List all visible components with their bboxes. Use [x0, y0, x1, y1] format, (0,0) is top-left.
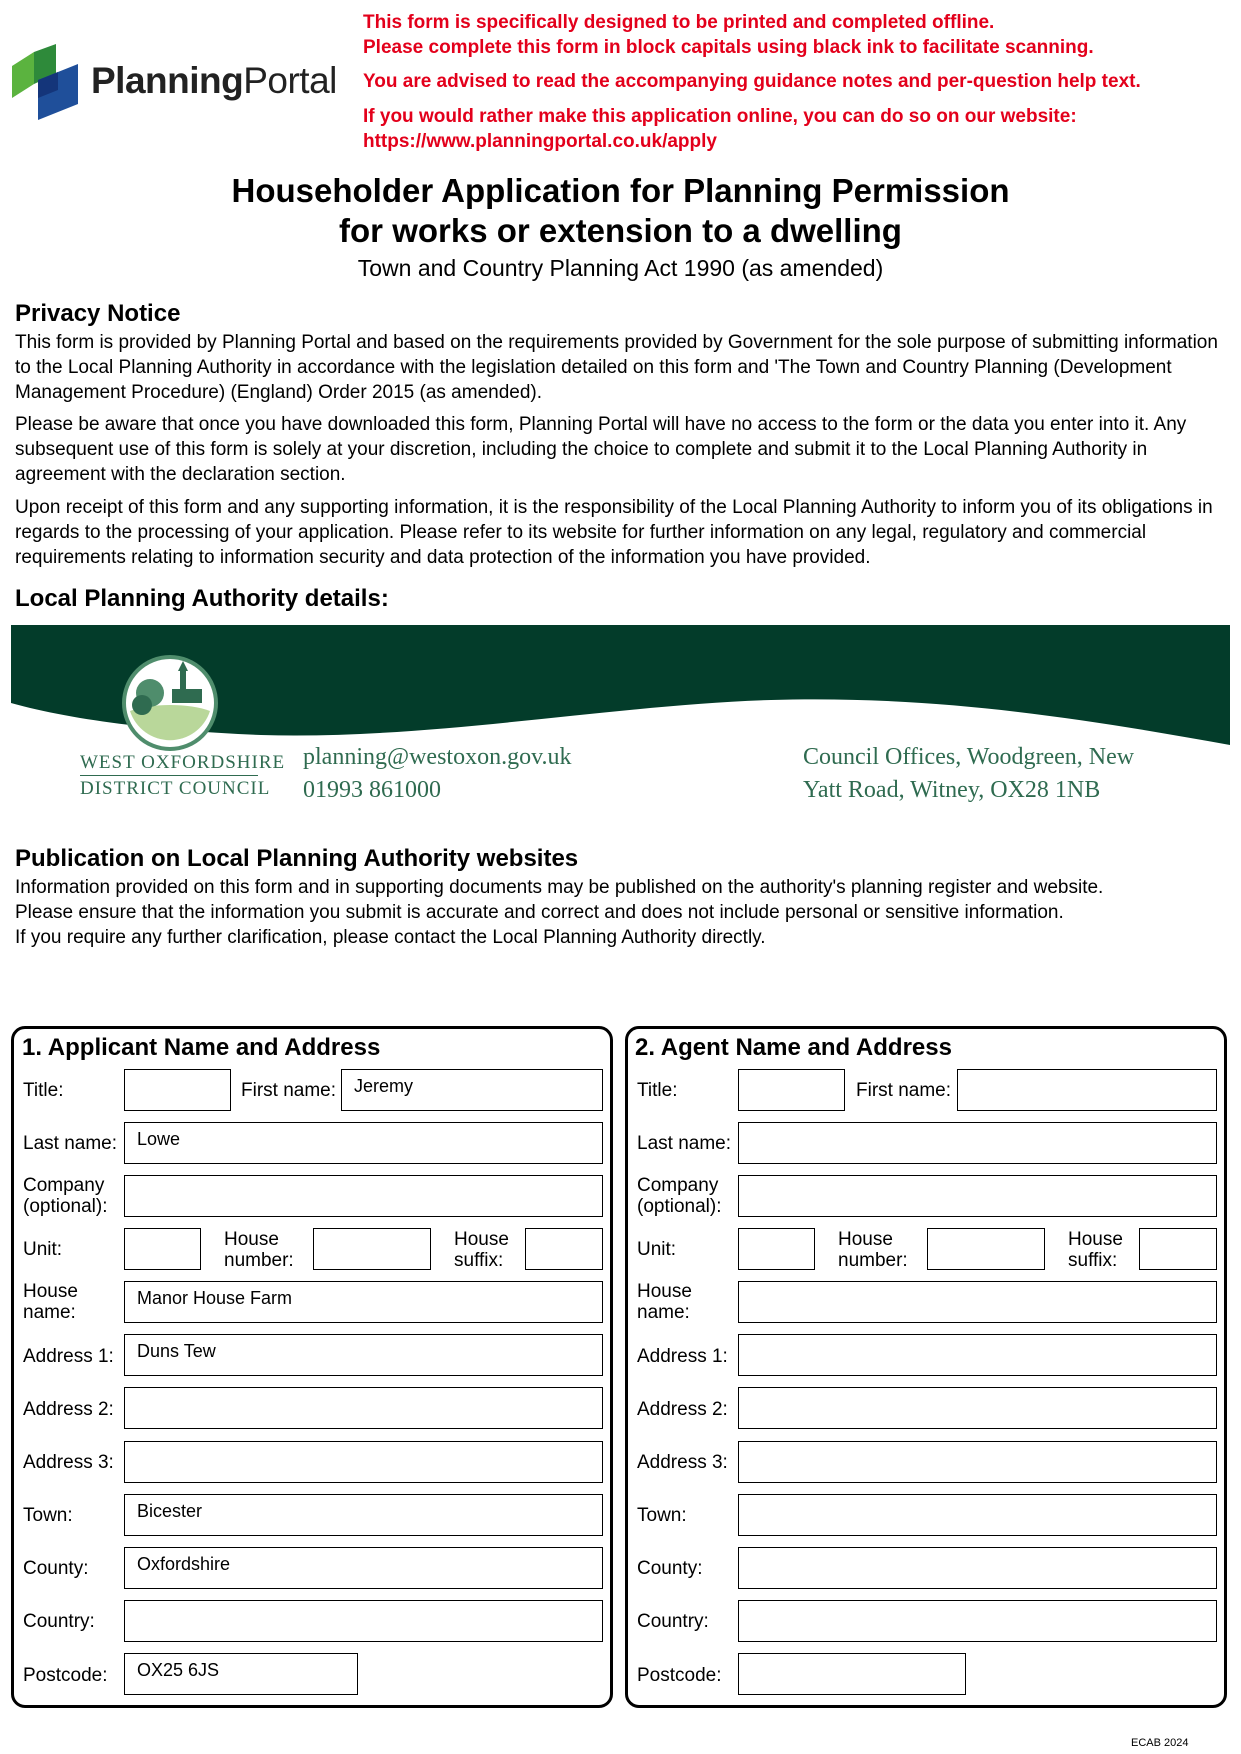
applicant-address2-field[interactable]	[124, 1387, 603, 1429]
form-subtitle: Town and Country Planning Act 1990 (as amended)	[357, 255, 884, 281]
house-name-label: House	[637, 1281, 692, 1302]
postcode-label: Postcode:	[23, 1665, 108, 1686]
form-title: Householder Application for Planning Permission	[231, 172, 1010, 209]
lpa-name-divider	[80, 775, 258, 776]
company-label: Company	[23, 1175, 105, 1196]
house-name-label-2: name:	[637, 1302, 690, 1323]
house-name-label-2: name:	[23, 1302, 76, 1323]
lpa-phone: 01993 861000	[303, 777, 441, 803]
company-label-optional: (optional):	[23, 1196, 108, 1217]
house-suffix-label-2: suffix:	[454, 1250, 504, 1271]
applicant-last-name-field[interactable]: Lowe	[124, 1122, 603, 1164]
applicant-first-name-field[interactable]: Jeremy	[341, 1069, 603, 1111]
applicant-address3-field[interactable]	[124, 1441, 603, 1483]
agent-first-name-field[interactable]	[957, 1069, 1217, 1111]
address3-label: Address 3:	[23, 1452, 114, 1473]
country-label: Country:	[23, 1611, 95, 1632]
publication-line: Please ensure that the information you submit is accurate and correct and does not include personal or sensitive information.	[15, 902, 1064, 923]
county-label: County:	[23, 1558, 89, 1579]
publication-line: If you require any further clarification, please contact the Local Planning Authority directly.	[15, 927, 766, 948]
unit-label: Unit:	[637, 1239, 677, 1260]
publication-heading: Publication on Local Planning Authority websites	[15, 845, 579, 872]
county-label: County:	[637, 1558, 703, 1579]
lpa-name-line1: WEST OXFORDSHIRE	[80, 752, 286, 773]
planning-portal-logo-icon	[12, 44, 80, 120]
council-crest-icon	[120, 653, 220, 753]
block-capitals-notice: Please complete this form in block capitals using black ink to facilitate scanning.	[363, 37, 1094, 58]
agent-town-field[interactable]	[738, 1494, 1217, 1536]
lpa-address-line2: Yatt Road, Witney, OX28 1NB	[803, 777, 1101, 803]
town-label: Town:	[23, 1505, 73, 1526]
applicant-company-field[interactable]	[124, 1175, 603, 1217]
agent-last-name-field[interactable]	[738, 1122, 1217, 1164]
title-label: Title:	[23, 1080, 64, 1101]
agent-address1-field[interactable]	[738, 1334, 1217, 1376]
house-number-label: House	[224, 1229, 279, 1250]
house-name-label: House	[23, 1281, 78, 1302]
form-title-line2: for works or extension to a dwelling	[339, 212, 902, 249]
applicant-postcode-field[interactable]: OX25 6JS	[124, 1653, 358, 1695]
privacy-paragraph: This form is provided by Planning Portal and based on the requirements provided by Government for the sole purpose of submitting information to the Local Planning Authority in accordance with the legislation detailed on this form and 'The Town and Country Planning (Development Management Procedure) (England) Order 2015 (as amended).	[15, 332, 1218, 403]
last-name-label: Last name:	[637, 1133, 731, 1154]
address1-label: Address 1:	[23, 1346, 114, 1367]
privacy-paragraph: Upon receipt of this form and any supporting information, it is the responsibility of the Local Planning Authority to inform you of its obligations in regards to the processing of your application. Please refer to its website for further information on any legal, regulatory and commercial requirements relating to information security and data protection of the information you have provided.	[15, 497, 1213, 568]
address2-label: Address 2:	[23, 1399, 114, 1420]
online-notice: If you would rather make this application online, you can do so on our website:	[363, 106, 1077, 127]
address3-label: Address 3:	[637, 1452, 728, 1473]
last-name-label: Last name:	[23, 1133, 117, 1154]
agent-title-field[interactable]	[738, 1069, 845, 1111]
lpa-heading: Local Planning Authority details:	[15, 585, 389, 612]
applicant-house-number-field[interactable]	[313, 1228, 431, 1270]
applicant-unit-field[interactable]	[124, 1228, 201, 1270]
postcode-label: Postcode:	[637, 1665, 722, 1686]
house-number-label-2: number:	[224, 1250, 294, 1271]
applicant-county-field[interactable]: Oxfordshire	[124, 1547, 603, 1589]
agent-address3-field[interactable]	[738, 1441, 1217, 1483]
publication-line: Information provided on this form and in supporting documents may be published on the authority's planning register and website.	[15, 877, 1104, 898]
form-code: ECAB 2024	[1131, 1737, 1189, 1749]
house-suffix-label: House	[454, 1229, 509, 1250]
company-label-optional: (optional):	[637, 1196, 722, 1217]
lpa-name-line2: DISTRICT COUNCIL	[80, 778, 271, 799]
house-number-label: House	[838, 1229, 893, 1250]
unit-label: Unit:	[23, 1239, 63, 1260]
first-name-label: First name:	[241, 1080, 337, 1101]
applicant-country-field[interactable]	[124, 1600, 603, 1642]
apply-link[interactable]: https://www.planningportal.co.uk/apply	[363, 131, 717, 152]
lpa-email[interactable]: planning@westoxon.gov.uk	[303, 744, 572, 770]
applicant-house-suffix-field[interactable]	[525, 1228, 603, 1270]
agent-house-number-field[interactable]	[927, 1228, 1045, 1270]
agent-heading: 2. Agent Name and Address	[635, 1034, 952, 1061]
lpa-address-line1: Council Offices, Woodgreen, New	[803, 744, 1135, 770]
house-suffix-label-2: suffix:	[1068, 1250, 1118, 1271]
applicant-title-field[interactable]	[124, 1069, 231, 1111]
privacy-paragraph: Please be aware that once you have downloaded this form, Planning Portal will have no access to the form or the data you enter into it. Any subsequent use of this form is solely at your discretion, including the choice to complete and submit it to the Local Planning Authority in agreement with the declaration section.	[15, 414, 1187, 485]
country-label: Country:	[637, 1611, 709, 1632]
agent-postcode-field[interactable]	[738, 1653, 966, 1695]
agent-county-field[interactable]	[738, 1547, 1217, 1589]
agent-unit-field[interactable]	[738, 1228, 815, 1270]
applicant-town-field[interactable]: Bicester	[124, 1494, 603, 1536]
first-name-label: First name:	[856, 1080, 952, 1101]
town-label: Town:	[637, 1505, 687, 1526]
applicant-house-name-field[interactable]: Manor House Farm	[124, 1281, 603, 1323]
address1-label: Address 1:	[637, 1346, 728, 1367]
company-label: Company	[637, 1175, 719, 1196]
applicant-address1-field[interactable]: Duns Tew	[124, 1334, 603, 1376]
agent-house-suffix-field[interactable]	[1139, 1228, 1217, 1270]
title-label: Title:	[637, 1080, 678, 1101]
agent-country-field[interactable]	[738, 1600, 1217, 1642]
house-number-label-2: number:	[838, 1250, 908, 1271]
address2-label: Address 2:	[637, 1399, 728, 1420]
offline-notice: This form is specifically designed to be printed and completed offline.	[363, 12, 995, 33]
agent-house-name-field[interactable]	[738, 1281, 1217, 1323]
guidance-notice: You are advised to read the accompanying guidance notes and per-question help text.	[363, 71, 1141, 92]
planning-portal-logo-text: PlanningPortal	[91, 60, 337, 101]
house-suffix-label: House	[1068, 1229, 1123, 1250]
agent-company-field[interactable]	[738, 1175, 1217, 1217]
privacy-heading: Privacy Notice	[15, 300, 181, 327]
agent-address2-field[interactable]	[738, 1387, 1217, 1429]
applicant-heading: 1. Applicant Name and Address	[22, 1034, 381, 1061]
